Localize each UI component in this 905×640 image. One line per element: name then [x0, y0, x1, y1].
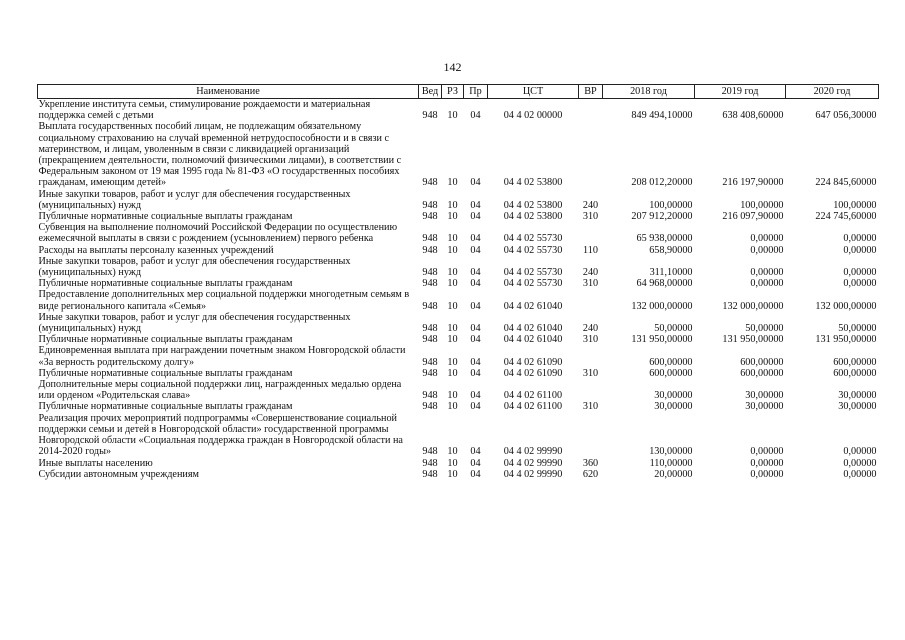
- row-rz: 10: [447, 211, 458, 223]
- row-vr: 360: [582, 457, 599, 469]
- row-cst: 04 4 02 61090: [503, 356, 563, 368]
- row-ved: 948: [422, 401, 438, 413]
- row-2018-value: 658,90000: [649, 244, 693, 256]
- table-row: [38, 458, 879, 469]
- row-ved: 948: [422, 446, 438, 458]
- row-rz: 10: [447, 390, 458, 402]
- row-2020-value: 0,00000: [843, 278, 877, 290]
- row-2020-value: 131 950,00000: [815, 334, 877, 346]
- row-cst: 04 4 02 61090: [503, 367, 563, 379]
- row-vr: 240: [582, 323, 599, 335]
- header-rz: РЗ: [442, 85, 464, 99]
- row-2018-value: 130,00000: [649, 446, 693, 458]
- row-cst: 04 4 02 53800: [503, 211, 563, 223]
- row-2020-value: 647 056,30000: [815, 110, 877, 122]
- header-vr: ВР: [579, 85, 603, 99]
- row-vr: [579, 99, 603, 122]
- row-name: Публичные нормативные социальные выплаты гражданам: [38, 334, 293, 346]
- row-name: Субсидии автономным учреждениям: [38, 468, 199, 480]
- row-2019-value: 0,00000: [750, 244, 784, 256]
- row-2020-value: 30,00000: [838, 401, 877, 413]
- row-2018-value: 20,00000: [654, 468, 693, 480]
- row-ved: 948: [422, 367, 438, 379]
- row-pr: 04: [470, 199, 481, 211]
- row-ved: 948: [422, 211, 438, 223]
- row-vr: 310: [582, 211, 599, 223]
- row-name: Публичные нормативные социальные выплаты гражданам: [38, 278, 293, 290]
- row-vr: 310: [582, 334, 599, 346]
- table-row: [38, 121, 879, 188]
- row-ved: 948: [422, 356, 438, 368]
- row-cst: 04 4 02 55730: [503, 267, 563, 279]
- row-2020-value: 0,00000: [843, 233, 877, 245]
- row-2020-value: 600,00000: [833, 367, 877, 379]
- row-rz: 10: [447, 446, 458, 458]
- row-pr: 04: [470, 401, 481, 413]
- row-2020-value: 132 000,00000: [815, 300, 877, 312]
- row-rz: 10: [447, 457, 458, 469]
- row-ved: 948: [422, 457, 438, 469]
- row-ved: 948: [422, 177, 438, 189]
- row-2018-value: 100,00000: [649, 199, 693, 211]
- row-pr: 04: [470, 110, 481, 122]
- row-2019-value: 0,00000: [750, 278, 784, 290]
- row-pr: 04: [470, 356, 481, 368]
- row-2019-value: 0,00000: [750, 233, 784, 245]
- row-rz: 10: [447, 267, 458, 279]
- row-2020-value: 0,00000: [843, 446, 877, 458]
- row-vr: 240: [582, 267, 599, 279]
- table-row: [38, 99, 879, 122]
- row-2018-value: 110,00000: [649, 457, 693, 469]
- row-2020-value: 50,00000: [838, 323, 877, 335]
- table-row: [38, 345, 879, 367]
- row-2018-value: 849 494,10000: [631, 110, 693, 122]
- row-ved: 948: [422, 244, 438, 256]
- row-2019-value: 132 000,00000: [722, 300, 784, 312]
- row-2019-value: 0,00000: [750, 446, 784, 458]
- table-row: [38, 189, 879, 211]
- row-pr: 04: [470, 244, 481, 256]
- row-2018-value: 30,00000: [654, 401, 693, 413]
- row-2020-value: 0,00000: [843, 244, 877, 256]
- row-name: Выплата государственных пособий лицам, не подлежащим обязательному социальному страхованию на случай временной нетрудоспособности и в связи с материнством, и лицам, уволенным в связи с ликвидацией организаций (прекращением деятельности, полномочий физическими лицами), в соответствии с Федеральным законом от 19 мая 1995 года № 81-ФЗ «О государственных пособиях гражданам, имеющим детей»: [38, 121, 402, 189]
- row-2018-value: 64 968,00000: [636, 278, 693, 290]
- row-vr: [579, 222, 603, 244]
- row-cst: 04 4 02 61040: [503, 300, 563, 312]
- table-row: [38, 368, 879, 379]
- row-rz: 10: [447, 199, 458, 211]
- row-cst: 04 4 02 55730: [503, 233, 563, 245]
- row-cst: 04 4 02 61040: [503, 334, 563, 346]
- row-2018-value: 311,10000: [649, 267, 693, 279]
- row-name: Публичные нормативные социальные выплаты гражданам: [38, 401, 293, 413]
- row-pr: 04: [470, 334, 481, 346]
- header-2018: 2018 год: [603, 85, 695, 99]
- row-2019-value: 50,00000: [745, 323, 784, 335]
- row-ved: 948: [422, 110, 438, 122]
- row-rz: 10: [447, 233, 458, 245]
- row-cst: 04 4 02 99990: [503, 468, 563, 480]
- table-row: [38, 222, 879, 244]
- row-rz: 10: [447, 278, 458, 290]
- row-cst: 04 4 02 99990: [503, 457, 563, 469]
- table-row: [38, 379, 879, 401]
- row-rz: 10: [447, 334, 458, 346]
- row-2018-value: 65 938,00000: [636, 233, 693, 245]
- row-2018-value: 208 012,20000: [631, 177, 693, 189]
- row-cst: 04 4 02 53800: [503, 177, 563, 189]
- row-vr: 620: [582, 468, 599, 480]
- row-2018-value: 30,00000: [654, 390, 693, 402]
- row-2018-value: 132 000,00000: [631, 300, 693, 312]
- row-2018-value: 600,00000: [649, 367, 693, 379]
- table-row: [38, 413, 879, 458]
- row-rz: 10: [447, 110, 458, 122]
- row-2018-value: 207 912,20000: [631, 211, 693, 223]
- row-name: Публичные нормативные социальные выплаты гражданам: [38, 367, 293, 379]
- row-name: Иные закупки товаров, работ и услуг для обеспечения государственных (муниципальных) нужд: [38, 188, 351, 211]
- row-pr: 04: [470, 323, 481, 335]
- row-2019-value: 600,00000: [740, 367, 784, 379]
- row-2018-value: 131 950,00000: [631, 334, 693, 346]
- row-pr: 04: [470, 233, 481, 245]
- table-body: [38, 99, 879, 480]
- header-2020: 2020 год: [786, 85, 879, 99]
- row-cst: 04 4 02 00000: [503, 110, 563, 122]
- row-vr: 310: [582, 367, 599, 379]
- row-pr: 04: [470, 267, 481, 279]
- table-header-row: [38, 85, 879, 99]
- header-2019: 2019 год: [695, 85, 786, 99]
- row-name: Предоставление дополнительных мер социальной поддержки многодетным семьям в виде регионального капитала «Семья»: [38, 289, 410, 312]
- row-2019-value: 600,00000: [740, 356, 784, 368]
- row-name: Дополнительные меры социальной поддержки лиц, награжденных медалью ордена или орденом «Родительская слава»: [38, 379, 402, 402]
- row-2020-value: 224 845,60000: [815, 177, 877, 189]
- row-pr: 04: [470, 457, 481, 469]
- row-vr: 310: [582, 401, 599, 413]
- header-name: Наименование: [38, 85, 419, 99]
- row-pr: 04: [470, 468, 481, 480]
- row-2019-value: 30,00000: [745, 401, 784, 413]
- row-2019-value: 30,00000: [745, 390, 784, 402]
- row-2019-value: 131 950,00000: [722, 334, 784, 346]
- row-ved: 948: [422, 267, 438, 279]
- row-cst: 04 4 02 55730: [503, 244, 563, 256]
- table-row: [38, 211, 879, 222]
- row-vr: [579, 345, 603, 367]
- table-row: [38, 256, 879, 278]
- row-2020-value: 0,00000: [843, 267, 877, 279]
- row-pr: 04: [470, 177, 481, 189]
- row-vr: 310: [582, 278, 599, 290]
- row-vr: [579, 413, 603, 458]
- row-2019-value: 638 408,60000: [722, 110, 784, 122]
- row-pr: 04: [470, 390, 481, 402]
- header-cst: ЦСТ: [488, 85, 579, 99]
- row-vr: 110: [583, 244, 598, 256]
- row-ved: 948: [422, 278, 438, 290]
- row-rz: 10: [447, 468, 458, 480]
- table-row: [38, 334, 879, 345]
- row-pr: 04: [470, 367, 481, 379]
- row-ved: 948: [422, 233, 438, 245]
- row-vr: [579, 121, 603, 188]
- row-2019-value: 0,00000: [750, 468, 784, 480]
- row-2020-value: 600,00000: [833, 356, 877, 368]
- row-cst: 04 4 02 61040: [503, 323, 563, 335]
- row-cst: 04 4 02 61100: [503, 401, 563, 413]
- row-ved: 948: [422, 199, 438, 211]
- row-2020-value: 224 745,60000: [815, 211, 877, 223]
- row-rz: 10: [447, 356, 458, 368]
- row-vr: [579, 379, 603, 401]
- row-cst: 04 4 02 53800: [503, 199, 563, 211]
- table-row: [38, 312, 879, 334]
- row-name: Единовременная выплата при награждении почетным знаком Новгородской области «За верность родительскому долгу»: [38, 345, 406, 368]
- row-2019-value: 0,00000: [750, 457, 784, 469]
- row-vr: [579, 289, 603, 311]
- row-cst: 04 4 02 55730: [503, 278, 563, 290]
- row-rz: 10: [447, 367, 458, 379]
- header-ved: Вед: [419, 85, 442, 99]
- table-row: [38, 278, 879, 289]
- budget-table: [37, 84, 879, 480]
- table-row: [38, 245, 879, 256]
- row-2018-value: 50,00000: [654, 323, 693, 335]
- row-pr: 04: [470, 446, 481, 458]
- row-rz: 10: [447, 177, 458, 189]
- row-2019-value: 0,00000: [750, 267, 784, 279]
- row-name: Реализация прочих мероприятий подпрограммы «Совершенствование социальной поддержки семьи и детей в Новгородской области» государственной программы Новгородской области «Социальная поддержка граждан в Новгородской области на 2014-2020 годы»: [38, 412, 403, 458]
- row-name: Иные выплаты населению: [38, 457, 153, 469]
- table-row: [38, 289, 879, 311]
- row-name: Иные закупки товаров, работ и услуг для обеспечения государственных (муниципальных) нужд: [38, 311, 351, 335]
- row-name: Укрепление института семьи, стимулирование рождаемости и материальная поддержка семей с детьми: [38, 99, 371, 122]
- row-ved: 948: [422, 323, 438, 335]
- row-pr: 04: [470, 211, 481, 223]
- row-name: Субвенция на выполнение полномочий Российской Федерации по осуществлению ежемесячной выплаты в связи с рождением (усыновлением) первого ребенка: [38, 222, 398, 245]
- row-name: Расходы на выплаты персоналу казенных учреждений: [38, 244, 274, 256]
- row-ved: 948: [422, 468, 438, 480]
- row-2019-value: 216 197,90000: [722, 177, 784, 189]
- header-pr: Пр: [464, 85, 488, 99]
- row-2018-value: 600,00000: [649, 356, 693, 368]
- row-2019-value: 216 097,90000: [722, 211, 784, 223]
- row-name: Публичные нормативные социальные выплаты гражданам: [38, 211, 293, 223]
- row-cst: 04 4 02 99990: [503, 446, 563, 458]
- row-2020-value: 30,00000: [838, 390, 877, 402]
- table-row: [38, 401, 879, 412]
- row-2020-value: 100,00000: [833, 199, 877, 211]
- row-ved: 948: [422, 334, 438, 346]
- row-2020-value: 0,00000: [843, 468, 877, 480]
- page-number: 142: [443, 60, 462, 74]
- row-rz: 10: [447, 300, 458, 312]
- row-cst: 04 4 02 61100: [503, 390, 563, 402]
- row-rz: 10: [447, 244, 458, 256]
- row-2020-value: 0,00000: [843, 457, 877, 469]
- row-rz: 10: [447, 323, 458, 335]
- row-pr: 04: [470, 300, 481, 312]
- row-pr: 04: [470, 278, 481, 290]
- row-2019-value: 100,00000: [740, 199, 784, 211]
- row-ved: 948: [422, 300, 438, 312]
- row-name: Иные закупки товаров, работ и услуг для обеспечения государственных (муниципальных) нужд: [38, 255, 351, 279]
- row-rz: 10: [447, 401, 458, 413]
- row-vr: 240: [582, 199, 599, 211]
- row-ved: 948: [422, 390, 438, 402]
- table-row: [38, 469, 879, 480]
